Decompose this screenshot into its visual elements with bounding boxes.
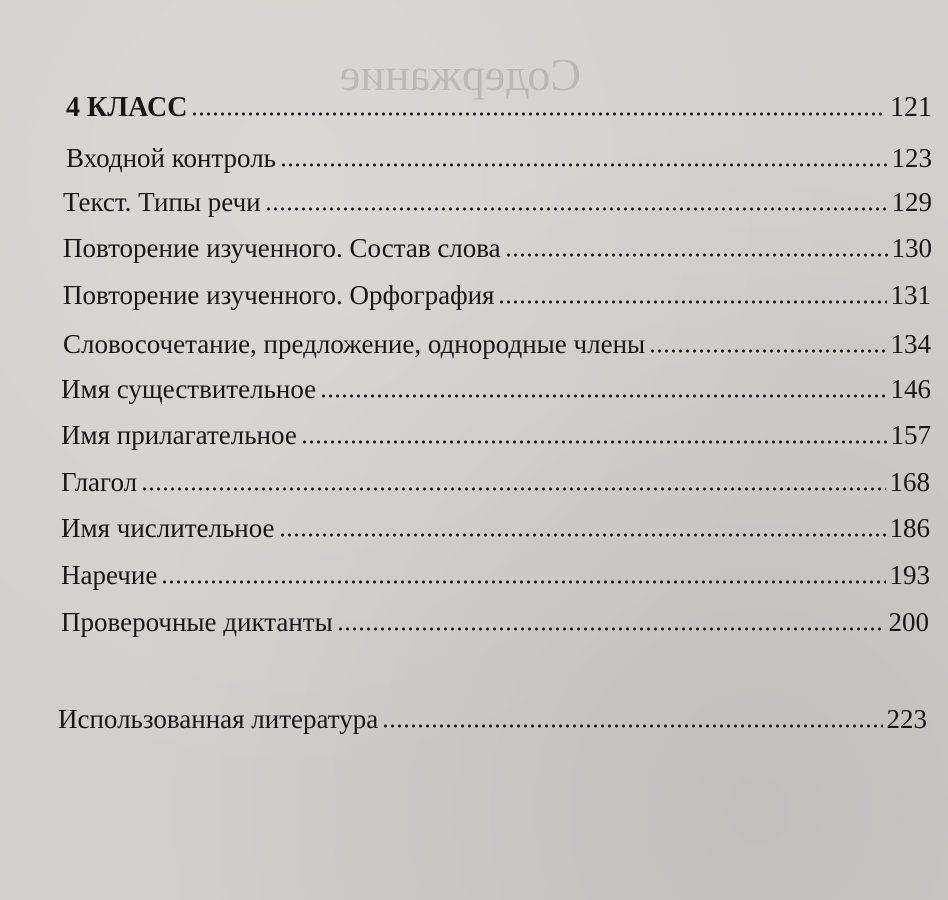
toc-entry-title: Наречие	[61, 560, 158, 590]
dot-leader	[382, 724, 882, 728]
toc-entry[interactable]	[61, 553, 930, 597]
toc-entry[interactable]	[63, 273, 931, 317]
toc-entry[interactable]	[61, 413, 931, 457]
dot-leader	[265, 207, 888, 211]
toc-entry-title: Проверочные диктанты	[61, 607, 333, 637]
toc-entry-page: 130	[891, 233, 932, 263]
toc-heading-page: 121	[890, 92, 932, 123]
dot-leader	[649, 349, 886, 353]
toc-entry-page: 129	[891, 187, 932, 217]
dot-leader	[279, 533, 886, 537]
toc-entry-title: Входной контроль	[66, 143, 276, 173]
toc-entry-page: 157	[890, 420, 931, 450]
dot-leader	[498, 300, 886, 304]
toc-entry-page: 146	[890, 374, 931, 404]
toc-entry[interactable]	[63, 226, 932, 270]
toc-entry-page: 123	[891, 143, 932, 173]
dot-leader	[161, 580, 885, 584]
toc-entry-page: 186	[889, 513, 930, 543]
toc-entry[interactable]	[61, 600, 929, 644]
toc-entry-page: 200	[888, 607, 929, 637]
dot-leader	[301, 440, 887, 444]
toc-entry[interactable]	[61, 506, 930, 550]
toc-entry-page: 168	[889, 467, 930, 497]
dot-leader	[505, 253, 888, 257]
toc-entry-title: Текст. Типы речи	[63, 187, 261, 217]
toc-entry-title: Имя числительное	[61, 513, 275, 543]
dot-leader	[141, 487, 885, 491]
toc-entry-title: Повторение изученного. Состав слова	[63, 233, 501, 263]
toc-entry-page: 131	[890, 280, 931, 310]
toc-entry[interactable]	[63, 180, 932, 224]
toc-entry-page: 134	[890, 329, 931, 359]
toc-entry[interactable]	[61, 460, 930, 504]
toc-entry-title: Повторение изученного. Орфография	[63, 280, 495, 310]
toc-entry[interactable]	[63, 322, 931, 366]
toc-entry-page: 193	[889, 560, 930, 590]
dot-leader	[280, 163, 888, 167]
dot-leader	[320, 394, 886, 398]
toc-literature-title: Использованная литература	[58, 704, 379, 734]
toc-section-heading[interactable]	[66, 86, 932, 130]
toc-entry-title: Словосочетание, предложение, однородные члены	[63, 329, 646, 359]
toc-entry-title: Имя прилагательное	[61, 420, 297, 450]
dot-leader	[337, 627, 885, 631]
toc-heading-title: 4 КЛАСС	[66, 92, 188, 123]
toc-entry-title: Глагол	[61, 467, 138, 497]
toc-entry-title: Имя существительное	[61, 374, 317, 404]
dot-leader	[191, 112, 886, 116]
toc-literature-page: 223	[886, 704, 927, 734]
toc-literature-entry[interactable]	[58, 697, 927, 741]
toc-entry[interactable]	[66, 136, 932, 180]
bleed-through-heading: Содержание	[340, 49, 582, 100]
toc-entry[interactable]	[61, 367, 931, 411]
